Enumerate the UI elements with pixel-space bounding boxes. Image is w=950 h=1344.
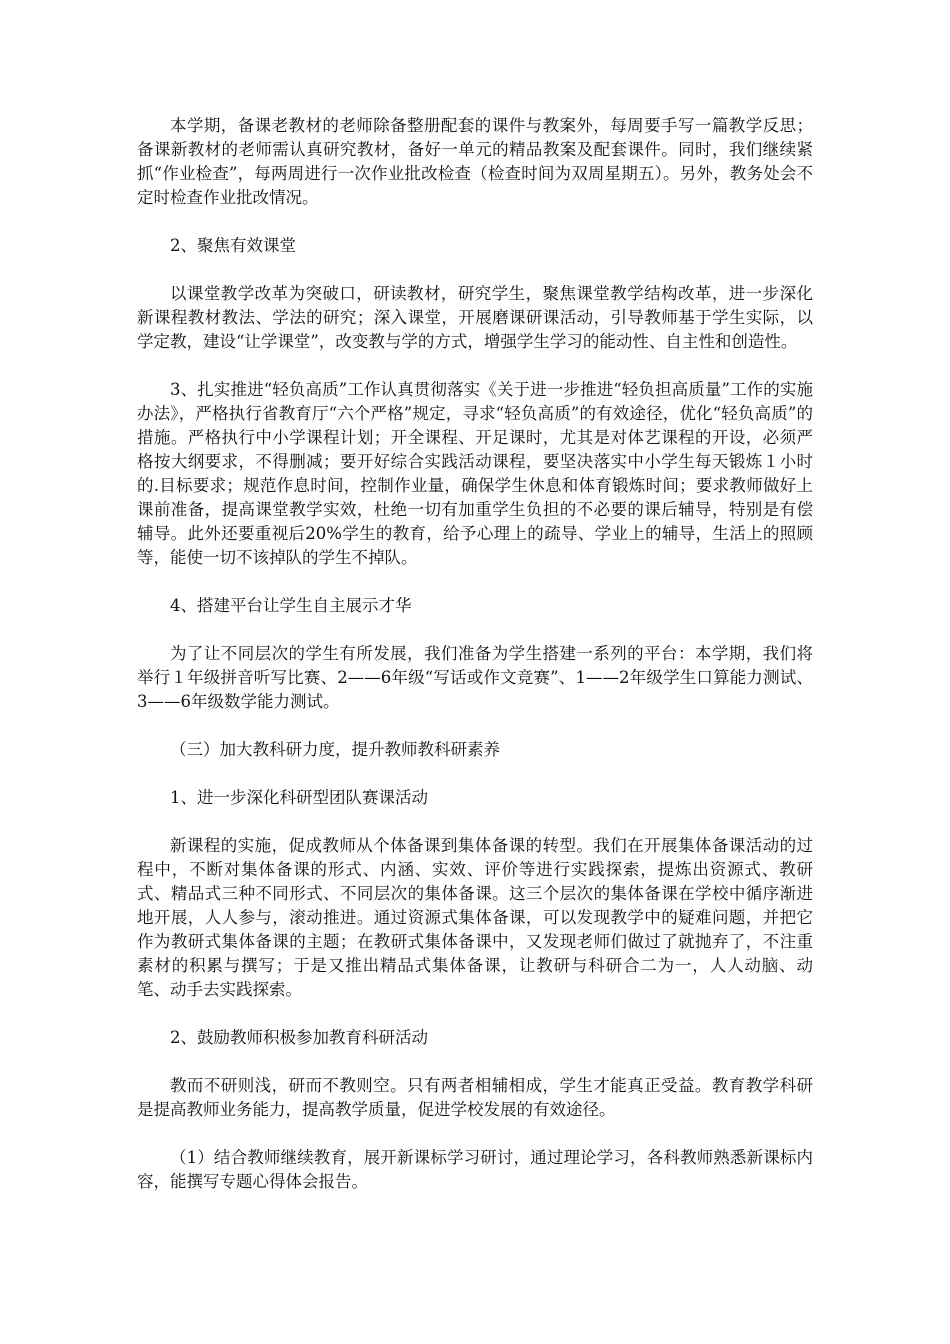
paragraph-student-competitions: 为了让不同层次的学生有所发展，我们准备为学生搭建一系列的平台：本学期，我们将举行１年级拼音听写比赛、2——6年级“写话或作文竞赛”、1——2年级学生口算能力测试、3——6年级数学能力测试。 <box>137 644 813 711</box>
heading-student-platform: 4、搭建平台让学生自主展示才华 <box>170 596 412 615</box>
paragraph-light-burden-high-quality: 3、扎实推进“轻负高质”工作认真贯彻落实《关于进一步推进“轻负担高质量”工作的实施办法》，严格执行省教育厅“六个严格”规定，寻求“轻负高质”的有效途径，优化“轻负高质”的措施。严格执行中小学课程计划；开全课程、开足课时，尤其是对体艺课程的开设，必须严格按大纲要求，不得删减；要开好综合实践活动课程，要坚决落实中小学生每天锻炼１小时的.目标要求；规范作息时间，控制作业量，确保学生休息和体育锻炼时间；要求教师做好上课前准备，提高课堂教学实效，杜绝一切有加重学生负担的不必要的课后辅导，特别是有偿辅导。此外还要重视后20%学生的教育，给予心理上的疏导、学业上的辅导，生活上的照顾等，能使一切不该掉队的学生不掉队。 <box>137 380 813 567</box>
paragraph-teaching-research: 教而不研则浅，研而不教则空。只有两者相辅相成，学生才能真正受益。教育教学科研是提高教师业务能力，提高教学质量，促进学校发展的有效途径。 <box>137 1076 813 1119</box>
heading-research-team: 1、进一步深化科研型团队赛课活动 <box>170 788 428 807</box>
paragraph-new-curriculum-study: （1）结合教师继续教育，展开新课标学习研讨，通过理论学习，各科教师熟悉新课标内容，能撰写专题心得体会报告。 <box>137 1148 813 1191</box>
document-body <box>137 114 813 1218</box>
heading-encourage-research: 2、鼓励教师积极参加教育科研活动 <box>170 1028 428 1047</box>
paragraph-collective-lesson-prep: 新课程的实施，促成教师从个体备课到集体备课的转型。我们在开展集体备课活动的过程中，不断对集体备课的形式、内涵、实效、评价等进行实践探索，提炼出资源式、教研式、精品式三种不同形式、不同层次的集体备课。这三个层次的集体备课在学校中循序渐进地开展，人人参与，滚动推进。通过资源式集体备课，可以发现教学中的疑难问题，并把它作为教研式集体备课的主题；在教研式集体备课中，又发现老师们做过了就抛弃了，不注重素材的积累与撰写；于是又推出精品式集体备课，让教研与科研合二为一，人人动脑、动笔、动手去实践探索。 <box>137 836 813 999</box>
paragraph-classroom-reform: 以课堂教学改革为突破口，研读教材，研究学生，聚焦课堂教学结构改革，进一步深化新课程教材教法、学法的研究；深入课堂，开展磨课研课活动，引导教师基于学生实际，以学定教，建设“让学课堂”，改变教与学的方式，增强学生学习的能动性、自主性和创造性。 <box>137 284 813 351</box>
heading-section-three: （三）加大教科研力度，提升教师教科研素养 <box>170 740 500 759</box>
paragraph-homework-inspection: 本学期，备课老教材的老师除备整册配套的课件与教案外，每周要手写一篇教学反思；备课新教材的老师需认真研究教材，备好一单元的精品教案及配套课件。同时，我们继续紧抓“作业检查”，每两周进行一次作业批改检查（检查时间为双周星期五）。另外，教务处会不定时检查作业批改情况。 <box>137 116 813 207</box>
heading-effective-classroom: 2、聚焦有效课堂 <box>170 236 296 255</box>
